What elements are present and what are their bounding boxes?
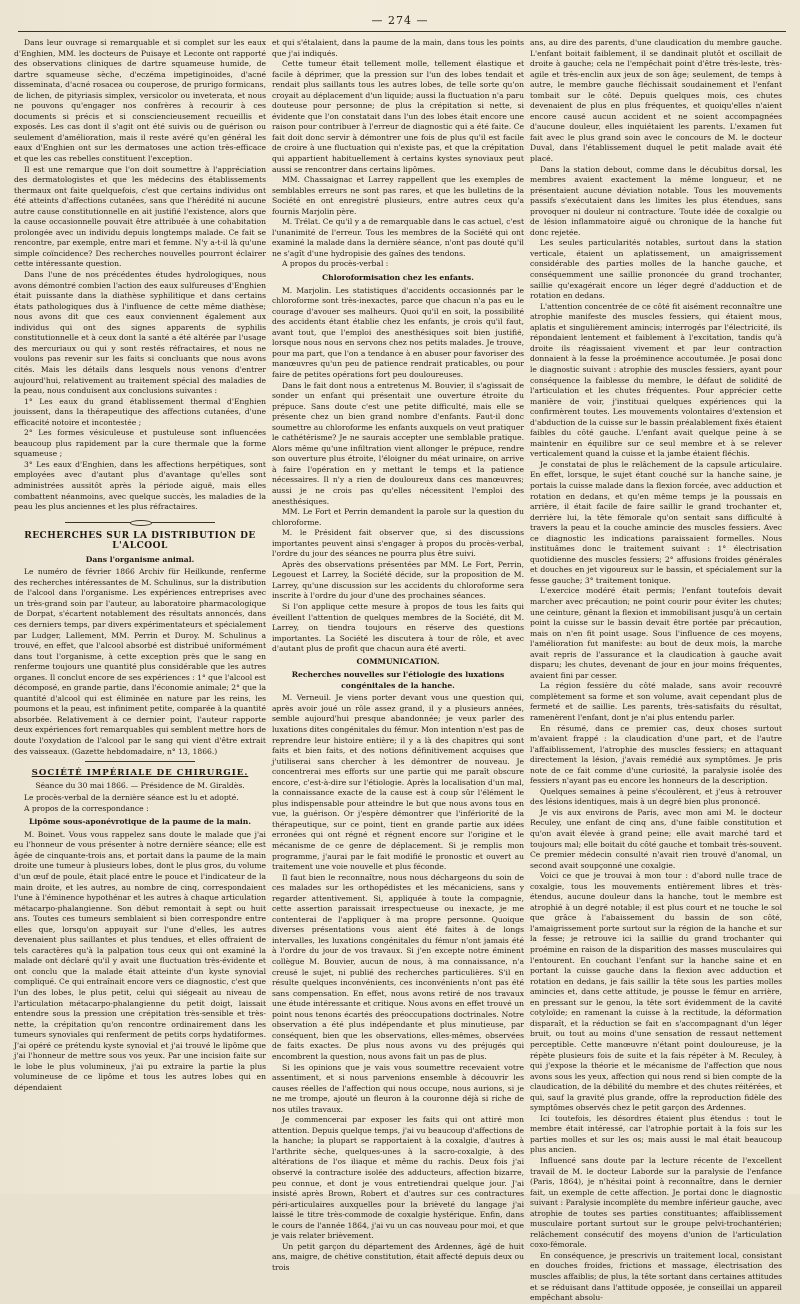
paragraph: En résumé, dans ce premier cas, deux choses surtout m'avaient frappé : la claudication d'une part, et de l'autre l'affaiblissement, l'atrophie des muscles fessiers; en attaquant directement la lésion, j'avais remédié aux symptômes. Je pris note de ce fait comme d'une curiosité, la paralysie isolée des fessiers n'ayant pas eu encore les honneurs de la description. — [530, 723, 782, 786]
section-subheading-alcool: Dans l'organisme animal. — [85, 554, 195, 564]
paragraph: Les seules particularités notables, surtout dans la station verticale, étaient un aplatissement, un amaigrissement considérable des parties molles de la hanche gauche, et conséquemment une saillie prononcée du grand trochanter, saillie qu'exagérait encore un léger degré d'adduction et de rotation en dedans. — [530, 238, 782, 301]
seance-line: Séance du 30 mai 1866. — Présidence de M. Giraldès. — [35, 780, 245, 790]
paragraph: M. Boinet. Vous vous rappelez sans doute le malade que j'ai eu l'honneur de vous présenter à notre dernière séance; elle est âgée de cinquante-trois ans, et portait dans la paume de la main droite une tumeur à plusieurs lobes, dont le plus gros, du volume d'un œuf de poule, était placé entre le pouce et l'indicateur de la main droite, et les autres, au nombre de cinq, correspondaient l'une à l'éminence hypothénar et les autres à chaque articulation métacarpo-phalangienne. Son début remontait à sept ou huit ans. Toutes ces tumeurs semblaient si bien correspondre entre elles que, lorsqu'on appuyait sur l'une d'elles, les autres devenaient plus saillantes et plus tendues, et elles offraient de tels caractères qu'à la palpation tous ceux qui ont examiné la malade ont déclaré qu'il y avait une fluctuation très-évidente et ont conclu que la malade était atteinte d'un kyste synovial compliqué. Ce qui entraînait encore vers ce diagnostic, c'est que l'un des lobes, le plus petit, celui qui siégeait au niveau de l'articulation métacarpo-phalangienne du petit doigt, laissait entendre sous la pression une crépitation très-sensible et très-nette, la crépitation qu'on rencontre ordinairement dans les tumeurs synoviales qui renferment de petits corps hydatiformes. J'ai opéré ce prétendu kyste synovial et j'ai trouvé le lipôme que j'ai l'honneur de mettre sous vos yeux. Par une incision faite sur le lobe le plus volumineux, j'ai pu extraire la partie la plus volumineuse de ce lipôme et tous les autres lobes qui en dépendaient — [14, 829, 267, 1092]
paragraph: MM. Le Fort et Perrin demandent la parole sur la question du chloroforme. — [272, 507, 524, 527]
paragraph: En conséquence, je prescrivis un traitement local, consistant en douches froides, frictions et massage, électrisation des muscles affaiblis; de plus, la tête sortant dans certaines attitudes et se réduisant dans l'attitude opposée, je conseillai un appareil empêchant absolu- — [530, 1250, 782, 1303]
paragraph: 3° Les eaux d'Enghien, dans les affections herpétiques, sont employées avec d'autant plus d'avantage qu'elles sont administrées aussitôt après la période aiguë, mais elles combattent néanmoins, avec quelque succès, les maladies de la peau les plus anciennes et les plus réfractaires. — [14, 459, 266, 512]
paragraph: Il est une remarque que l'on doit soumettre à l'appréciation des dermatologistes et que les médecins des établissements thermaux ont faite quelquefois, c'est que certains individus ont été atteints d'affections cutanées, sans que l'hérédité ni aucune autre cause constitutionnelle en ait justifié l'existence, alors que la cause occasionnelle pouvait être attribuée à une cohabitation prolongée avec un individu depuis longtemps malade. Ce fait se rencontre, par exemple, entre mari et femme. N'y a-t-il là qu'une simple coïncidence? Des recherches nouvelles pourront éclairer cette intéressante question. — [14, 164, 266, 269]
paragraph: Un petit garçon du département des Ardennes, âgé de huit ans, maigre, de chétive constitution, était affecté depuis deux ou trois — [272, 1241, 524, 1272]
subheading-chloroformisation: Chloroformisation chez les enfants. — [322, 273, 474, 283]
subheading-lipome: Lipôme sous-aponévrotique de la paume de la main. — [29, 817, 251, 827]
paragraph: Si l'on applique cette mesure à propos de tous les faits qui éveillent l'attention de quelques membres de la Société, dit M. Larrey, on tiendra toujours en réserve des questions importantes. La Société les discutera à tour de rôle, et avec d'autant plus de profit que chacun aura été averti. — [272, 601, 524, 654]
section-heading-societe: SOCIÉTÉ IMPÉRIALE DE CHIRURGIE. — [31, 768, 249, 779]
paragraph: A propos du procès-verbal : — [282, 259, 389, 269]
paragraph: M. Verneuil. Je viens porter devant vous une question qui, après avoir joué un rôle assez grand, il y a plusieurs années, semble aujourd'hui presque abandonnée; je veux parler des luxations dites congénitales du fémur. Mon intention n'est pas de reprendre leur histoire entière; il y a là des chapitres qui sont faits et bien faits, et des notions définitivement acquises que j'utiliserai sans chercher à les démontrer de nouveau. Je concentrerai mes efforts sur une partie qui me paraît obscure encore, c'est-à-dire sur l'étiologie. Après la localisation d'un mal, la connaissance exacte de la cause est à coup sûr l'élément le plus indispensable pour atteindre le but que nous avons tous en vue, la guérison. Or j'espère démontrer que l'infériorité de la thérapeutique, sur ce point, tient en grande partie aux idées erronées qui ont régné et régnent encore sur l'origine et le mécanisme de ce genre de déplacement. Si je remplis mon programme, j'aurai par le fait modifié le pronostic et ouvert au traitement une voie nouvelle et plus féconde. — [272, 693, 524, 872]
paragraph: M. le Président fait observer que, si des discussions importantes peuvent ainsi s'engager à propos du procès-verbal, l'ordre du jour des séances ne pourra plus être suivi. — [272, 528, 524, 559]
paragraph: 2° Les formes vésiculeuse et pustuleuse sont influencées beaucoup plus rapidement par la cure thermale que la forme squameuse ; — [14, 428, 266, 459]
column-middle — [272, 38, 524, 1272]
header-rule — [18, 31, 786, 32]
paragraph: Dans l'une de nos précédentes études hydrologiques, nous avons démontré combien l'action des eaux sulfureuses d'Enghien était puissante dans la diathèse syphilitique et dans certains états pathologiques dus à l'influence de cette même diathèse; nous avons dit que ces eaux conviennent également aux individus qui ont des signes apparents de syphilis constitutionnelle et à ceux dont la santé a été altérée par l'usage des mercuriaux ou qui y sont restés réfractaires, et nous ne voulons pas revenir sur les faits si concluants que nous avons cités. Mais les détails dans lesquels nous venons d'entrer aujourd'hui, relativement au traitement spécial des maladies de la peau, nous conduisent aux conclusions suivantes : — [14, 270, 266, 396]
page-number: — 274 — — [371, 14, 429, 27]
paragraph: Dans le fait dont nous a entretenus M. Bouvier, il s'agissait de sonder un enfant qui présentait une ouverture étroite du prépuce. Sans doute c'est une petite difficulté, mais elle se présente chez un bien grand nombre d'enfants. Faut-il donc soumettre au chloroforme les enfants auxquels on veut pratiquer le cathétérisme? Je ne saurais accepter une semblable pratique. Alors même qu'une infiltration vient allonger le prépuce, rendre son ouverture plus étroite, l'éloigner du méat urinaire, on arrive à faire l'opération en y mettant le temps et la patience nécessaires. Il n'y a rien de douloureux dans ces manœuvres; aussi je ne crois pas qu'elles nécessitent l'emploi des anesthésiques. — [272, 380, 524, 506]
paragraph: Quelques semaines à peine s'écoulèrent, et j'eus à retrouver des lésions identiques, mais à un degré bien plus prononcé. — [530, 786, 782, 807]
paragraph: Je commencerai par exposer les faits qui ont attiré mon attention. Depuis quelque temps, j'ai vu beaucoup d'affections de la hanche; la plupart se rapportaient à la coxalgie, d'autres à l'arthrite sèche, quelques-unes à la sacro-coxalgie, à des altérations de l'os iliaque et même du rachis. Deux fois j'ai observé la contracture isolée des adducteurs, affection bizarre, peu connue, et dont je vous entretiendrai quelque jour. J'ai insisté après Brown, Robert et d'autres sur ces contractures péri-articulaires auxquelles pour la brièveté du langage j'ai laissé le titre très-commode de coxalgie hystérique. Enfin, dans le cours de l'année 1864, j'ai vu un cas nouveau pour moi, et que je vais relater brièvement. — [272, 1115, 524, 1241]
paragraph: M. Marjolin. Les statistiques d'accidents occasionnés par le chloroforme sont très-inexactes, parce que chacun n'a pas eu le courage d'avouer ses malheurs. Quoi qu'il en soit, la possibilité des accidents étant établie chez les enfants, je crois qu'il faut, avant tout, que l'emploi des anesthésiques soit bien justifié, lorsque nous nous en servons chez nos petits malades. Je trouve, pour ma part, que l'on a tendance à en abuser pour favoriser des manœuvres qu'un peu de patience rendrait praticables, ou pour faire de petites opérations fort peu douloureuses. — [272, 285, 524, 379]
paragraph: Le numéro de février 1866 Archiv für Heilkunde, renferme des recherches intéressantes de M. Schulinus, sur la distribution de l'alcool dans l'organisme. Les expériences entreprises avec un très-grand soin par l'auteur, au laboratoire pharmacologique de Dorpat, s'écartent notablement des résultats annoncés, dans ces derniers temps, par divers expérimentateurs et spécialement par Ludger, Lallement, MM. Perrin et Duroy. M. Schulinus a trouvé, en effet, que l'alcool absorbé est distribué uniformément dans tout l'organisme, à cette exception près que le sang en renferme toujours une quantité plus considérable que les autres organes. Il conclut encore de ses expériences : 1° que l'alcool est décomposé, en grande partie, dans l'économie animale; 2° que la quantité d'alcool qui est éliminée en nature par les reins, les poumons et la peau, est infiniment petite, comparée à la quantité absorbée. Relativement à ce dernier point, l'auteur rapporte deux expériences fort remarquables qui semblent mettre hors de doute l'oxydation de l'alcool par le sang qui vient d'être extrait des vaisseaux. (Gazette hebdomadaire, n° 13, 1866.) — [14, 567, 266, 756]
paragraph: L'attention concentrée de ce côté fit aisément reconnaître une atrophie manifeste des muscles fessiers, qui étaient mous, aplatis et singulièrement amincis; interrogés par l'électricité, ils répondaient lentement et faiblement à l'excitation, tandis qu'à droite ils réagissaient vivement et par leur contraction donnaient à la fesse la proéminence accoutumée. Je posai donc le diagnostic suivant : atrophie des muscles fessiers, ayant pour conséquence la faiblesse du membre, le défaut de solidité de l'articulation et les chutes fréquentes. Pour apprécier cette manière de voir, j'instituai quelques expériences qui la confirmèrent toutes. Les mouvements volontaires d'extension et d'abduction de la cuisse sur le bassin préalablement fixés étaient faibles du côté gauche. L'enfant avait quelque peine à se maintenir en équilibre sur ce seul membre et à se relever verticalement quand la cuisse et la jambe étaient fléchis. — [530, 301, 782, 459]
paragraph: A propos de la correspondance : — [24, 803, 149, 813]
paragraph: M. Trélat. Ce qu'il y a de remarquable dans le cas actuel, c'est l'unanimité de l'erreur. Tous les membres de la Société qui ont examiné la malade dans la dernière séance, n'ont pas douté qu'il ne s'agît d'une hydropisie des gaînes des tendons. — [272, 217, 524, 258]
paragraph: Il faut bien le reconnaître, nous nous déchargeons du soin de ces malades sur les orthopédistes et les mécaniciens, sans y regarder attentivement. Si, appliquée à toute la compagnie, cette assertion paraissait irrespectueuse ou inexacte, je me contenterai de l'appliquer à ma propre personne. Quoique diverses présentations vous aient été faites à de longs intervalles, les luxations congénitales du fémur n'ont jamais été à l'ordre du jour de vos travaux. Si j'en excepte notre éminent collègue M. Bouvier, aucun de nous, à ma connaissance, n'a creusé le sujet, ni publié des recherches particulières. S'il en résulte quelques inconvénients, ces inconvénients n'ont pas été sans compensation. En effet, nous avons retiré de nos travaux une étude intéressante et critique. Nous avons en effet trouvé un point nous tenons écartés des préoccupations doctrinales. Notre observation a été plus indépendante et plus minutieuse, par conséquent, bien que les observations, elles-mêmes, observées de faits exactes. De plus nous avons vu des préjugés qui encombrent la question, nous avons fait un pas de plus. — [272, 872, 524, 1061]
paragraph: 1° Les eaux du grand établissement thermal d'Enghien jouissent, dans la thérapeutique des affections cutanées, d'une efficacité notoire et incontestée ; — [14, 396, 266, 427]
section-heading-alcool: RECHERCHES SUR LA DISTRIBUTION DE L'ALCOOL — [24, 530, 256, 552]
paragraph: Influencé sans doute par la lecture récente de l'excellent travail de M. le docteur Laborde sur la paralysie de l'enfance (Paris, 1864), je n'hésitai point à reconnaître, dans le dernier fait, un exemple de cette affection. Je portai donc le diagnostic suivant : Paralysie incomplète du membre inférieur gauche, avec atrophie de toutes ses parties constituantes; affaiblissement musculaire portant surtout sur le groupe pelvi-trochantérien; relâchement consécutif des moyens d'union de l'articulation coxo-fémorale. — [530, 1155, 782, 1250]
paragraph: Voici ce que je trouvai à mon tour : d'abord nulle trace de coxalgie, tous les mouvements entièrement libres et très-étendus, aucune douleur dans la hanche, tout le membre est atrophié à un degré notable; il est plus court et ne touche le sol que grâce à l'abaissement du bassin de son côté, l'amaigrissement porte surtout sur la région de la hanche et sur la fesse; je retrouve ici la saillie du grand trochanter qui proémine en raison de la disparition des masses musculaires qui l'entourent. En couchant l'enfant sur la hanche saine et en portant la cuisse gauche dans la flexion avec adduction et rotation en dedans, je fais saillir la tête sous les parties molles amincies et, dans cette attitude, je pousse le fémur en arrière, en pressant sur le genou, la tête sort évidemment de la cavité cotyloïde; en ramenant la cuisse à la rectitude, la déformation disparaît, et la réduction se fait en s'accompagnant d'un léger bruit, ou tout au moins d'une sensation de ressaut nettement perceptible. Cette manœuvre n'étant point douloureuse, je la répète plusieurs fois de suite et la fais répéter à M. Reculey, à qui j'expose la théorie et le mécanisme de l'affection que nous avons sous les yeux, affection qui nous rend si bien compte de la claudication, de la débilité du membre et des chutes réitérées, et qui, sauf la gravité plus grande, offre la reproduction fidèle des symptômes observés chez le petit garçon des Ardennes. — [530, 871, 782, 1113]
paragraph: Je vis aux environs de Paris, avec mon ami M. le docteur Reculey, une enfant de cinq ans, d'une faible constitution et qu'on avait élevée à grand peine; elle avait marché tard et toujours mal; elle boitait du côté gauche et tombait très-souvent. Ce premier médecin consulté n'avait rien trouvé d'anomal, un second avait soupçonné une coxalgie. — [530, 807, 782, 870]
paragraph: Cette tumeur était tellement molle, tellement élastique et facile à déprimer, que la pression sur l'un des lobes tendait et rendait plus saillants tous les autres lobes, de telle sorte qu'on croyait au déplacement d'un liquide; aussi la fluctuation n'a paru douteuse pour personne; de plus la crépitation si nette, si évidente que l'on constatait dans l'un des lobes était encore une raison pour contribuer à l'erreur de diagnostic qui a été faite. Ce fait doit donc servir à démontrer une fois de plus qu'il est facile de croire à une fluctuation qui n'existe pas, et que la crépitation qui appartient habituellement à certains kystes synoviaux peut aussi se rencontrer dans certains lipômes. — [272, 59, 524, 174]
paragraph: Ici toutefois, les désordres étaient plus étendus : tout le membre était intéressé, car l'atrophie portait à la fois sur les parties molles et sur les os; mais aussi le mal était beaucoup plus ancien. — [530, 1113, 782, 1155]
paragraph: Dans leur ouvrage si remarquable et si complet sur les eaux d'Enghien, MM. les docteurs de Puisaye et Leconte ont rapporté des observations cliniques de dartre squameuse humide, de dartre squameuse sèche, d'eczéma impetiginoides, d'acné disseminata, d'acné rosacea ou couperose, de prurigo formicans, de lichen, de pityriasis simplex, versicolor ou inveterata, et nous ne pouvons qu'engager nos confrères à recourir à ces documents si précis et si consciencieusement recueillis et exposés. Les cas dont il s'agit ont été suivis ou de guérison ou seulement d'amélioration, mais il reste avéré qu'en général les eaux d'Enghien ont sur les dermatoses une action très-efficace et que les cas rebelles constituent l'exception. — [14, 38, 266, 164]
paragraph: ans, au dire des parents, d'une claudication du membre gauche. L'enfant boitait faiblement, il se dandinait plutôt et oscillait de droite à gauche; cela ne l'empêchait point d'être très-leste, très-agile et très-enclin aux jeux de son âge; seulement, de temps à autre, le membre gauche fléchissait soudainement et l'enfant tombait sur le côté. Depuis quelques mois, ces chutes devenaient de plus en plus fréquentes, et quoiqu'elles n'aient encore causé aucun accident et ne soient accompagnées d'aucune douleur, elles inquiétaient les parents. L'examen fut fait avec le plus grand soin avec le concours de M. le docteur Duval, dans l'établissement duquel le petit malade avait été placé. — [530, 38, 782, 164]
paragraph: Dans la station debout, comme dans le décubitus dorsal, les membres avaient exactement la même longueur, et ne présentaient aucune déviation notable. Tous les mouvements passifs s'exécutaient dans les limites les plus étendues, sans provoquer ni douleur ni contracture. Toute idée de coxalgie ou de lésion inflammatoire aiguë ou chronique de la hanche fut donc rejetée. — [530, 164, 782, 237]
paragraph: La région fessière du côté malade, sans avoir recouvré complètement sa forme et son volume, avait cependant plus de fermeté et de saillie. Les parents, très-satisfaits du résultat, ramenèrent l'enfant, dont je n'ai plus entendu parler. — [530, 681, 782, 722]
column-right — [530, 38, 782, 1303]
column-left — [14, 38, 266, 1186]
subheading-luxations: Recherches nouvelles sur l'étiologie des luxations congénitales de la hanche. — [291, 670, 505, 690]
paragraph: Si les opinions que je vais vous soumettre recevaient votre assentiment, et si nous parvenions ensemble à découvrir les causes réelles de l'affection qui nous occupe, nous aurions, si je ne me trompe, ajouté un fleuron à la couronne déjà si riche de nos utiles travaux. — [272, 1062, 524, 1114]
subheading-communication: COMMUNICATION. — [356, 656, 440, 666]
paragraph: Le procès-verbal de la dernière séance est lu et adopté. — [24, 793, 239, 803]
paragraph: L'exercice modéré était permis; l'enfant toutefois devait marcher avec précaution; ne point courir pour éviter les chutes; une ceinture, gênant la flexion et immobilisant jusqu'à un certain point la cuisse sur le bassin devait être portée par précaution, mais on n'en fit point usage. Sous l'influence de ces moyens, l'amélioration fut manifeste: au bout de deux mois, la marche avait repris de l'assurance et la claudication à gauche avait disparu; les chutes, devenant de jour en jour moins fréquentes, avaient fini par cesser. — [530, 586, 782, 680]
paragraph: et qui s'étalaient, dans la paume de la main, dans tous les points que j'ai indiqués. — [272, 38, 524, 58]
paragraph: Après des observations présentées par MM. Le Fort, Perrin, Legouest et Larrey, la Société décide, sur la proposition de M. Larrey, qu'une discussion sur les accidents du chloroforme sera inscrite à l'ordre du jour d'une des prochaines séances. — [272, 559, 524, 601]
section-divider — [85, 761, 195, 762]
paragraph: Je constatai de plus le relâchement de la capsule articulaire. En effet, lorsque, le sujet étant couché sur la hanche saine, je portais la cuisse malade dans la flexion forcée, avec adduction et rotation en dedans, et qu'en même temps je la poussais en arrière, il était facile de faire saillir le grand trochanter et, derrière lui, la tête fémorale qu'on sentait sans difficulté à travers la peau et la couche amincie des muscles fessiers. Avec ce diagnostic les indications paraissaient formelles. Nous instituâmes donc le traitement suivant : 1° électrisation quotidienne des muscles fessiers; 2° affusions froides générales et douches en jet vigoureux sur le bassin, et spécialement sur la fesse gauche; 3° traitement tonique. — [530, 459, 782, 585]
paragraph: MM. Chassaignac et Larrey rappellent que les exemples de semblables erreurs ne sont pas rares, et que les bulletins de la Société en ont enregistré plusieurs, entre autres ceux qu'a fournis Marjolin père. — [272, 175, 524, 216]
section-divider — [65, 519, 215, 525]
